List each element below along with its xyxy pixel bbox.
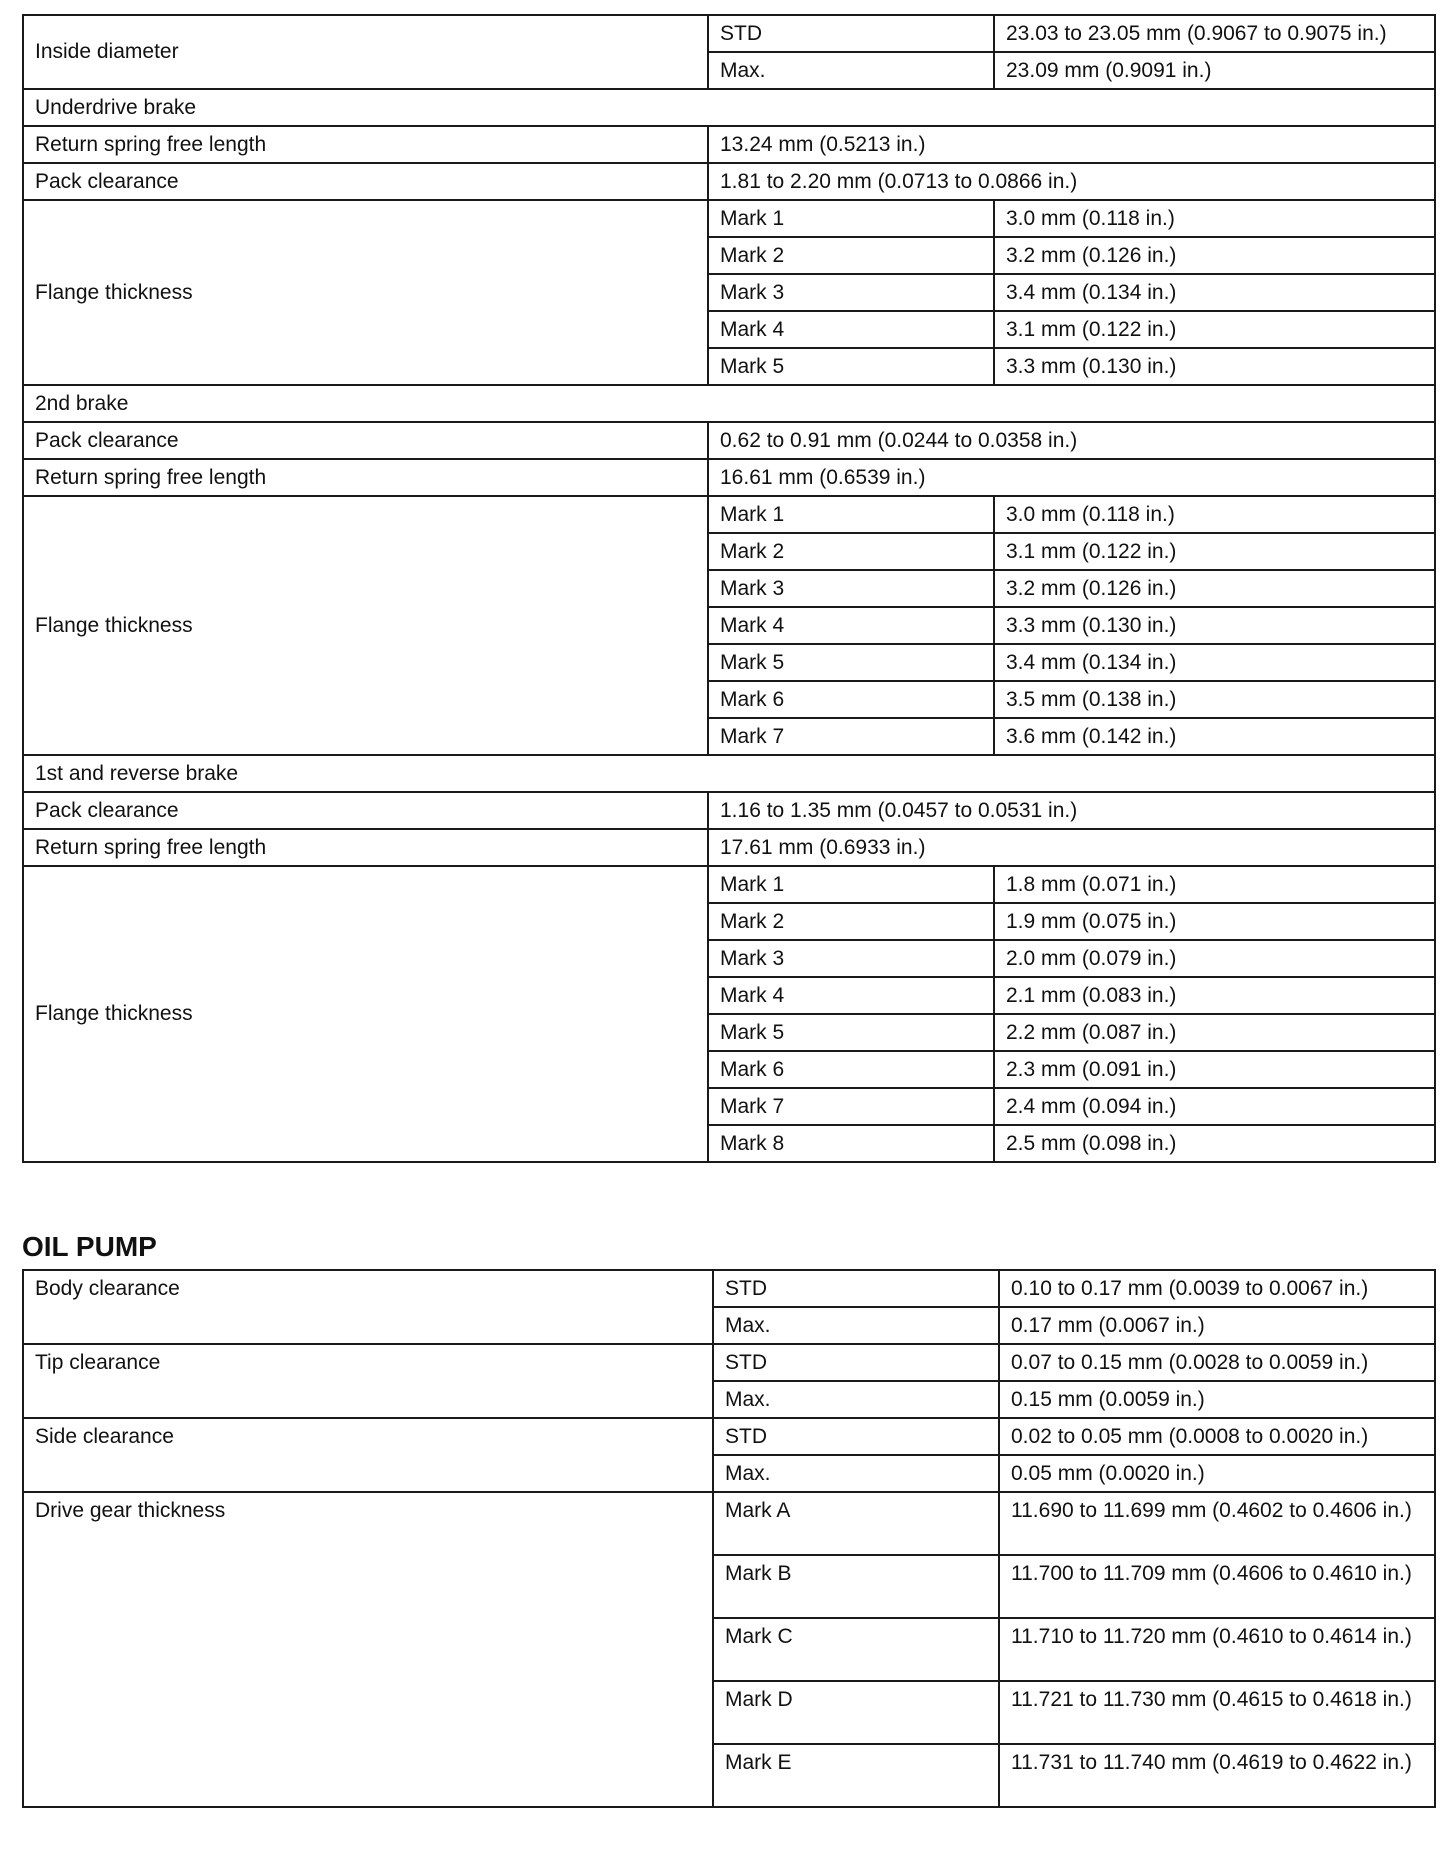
mark-label: Mark 6 <box>708 681 994 718</box>
pack-clearance-label: Pack clearance <box>23 422 708 459</box>
brake-spec-table <box>22 14 1436 1163</box>
inside-diameter-label: Inside diameter <box>23 15 708 89</box>
flange-thickness-label: Flange thickness <box>23 866 708 1162</box>
underdrive-brake-heading: Underdrive brake <box>23 89 1435 126</box>
oil-pump-title: OIL PUMP <box>22 1231 157 1262</box>
first-reverse-brake-heading: 1st and reverse brake <box>23 755 1435 792</box>
mark-label: Mark 4 <box>708 977 994 1014</box>
mark-label: Mark 4 <box>708 311 994 348</box>
section-heading-row <box>23 89 1435 126</box>
std-value: 23.03 to 23.05 mm (0.9067 to 0.9075 in.) <box>994 15 1435 52</box>
max-value: 0.17 mm (0.0067 in.) <box>999 1307 1435 1344</box>
flange-thickness-label: Flange thickness <box>23 496 708 755</box>
mark-value: 1.8 mm (0.071 in.) <box>994 866 1435 903</box>
mark-value: 11.731 to 11.740 mm (0.4619 to 0.4622 in.) <box>999 1744 1435 1807</box>
mark-label: Mark 1 <box>708 496 994 533</box>
mark-label: Mark 5 <box>708 644 994 681</box>
mark-label: Mark 4 <box>708 607 994 644</box>
pack-clearance-label: Pack clearance <box>23 163 708 200</box>
mark-label: Mark 3 <box>708 940 994 977</box>
mark-value: 2.1 mm (0.083 in.) <box>994 977 1435 1014</box>
return-spring-value: 17.61 mm (0.6933 in.) <box>708 829 1435 866</box>
table-row <box>23 422 1435 459</box>
max-label: Max. <box>713 1381 999 1418</box>
table-row <box>23 1492 1435 1555</box>
drive-gear-thickness-label: Drive gear thickness <box>23 1492 713 1807</box>
mark-value: 3.3 mm (0.130 in.) <box>994 348 1435 385</box>
mark-value: 2.2 mm (0.087 in.) <box>994 1014 1435 1051</box>
second-brake-heading: 2nd brake <box>23 385 1435 422</box>
mark-value: 3.4 mm (0.134 in.) <box>994 274 1435 311</box>
mark-label: Mark E <box>713 1744 999 1807</box>
mark-label: Mark 2 <box>708 533 994 570</box>
return-spring-value: 16.61 mm (0.6539 in.) <box>708 459 1435 496</box>
mark-value: 2.5 mm (0.098 in.) <box>994 1125 1435 1162</box>
mark-label: Mark 7 <box>708 718 994 755</box>
table-row <box>23 1270 1435 1307</box>
body-clearance-label: Body clearance <box>23 1270 713 1344</box>
table-row <box>23 1344 1435 1381</box>
std-label: STD <box>713 1418 999 1455</box>
max-value: 0.15 mm (0.0059 in.) <box>999 1381 1435 1418</box>
mark-value: 3.0 mm (0.118 in.) <box>994 496 1435 533</box>
mark-label: Mark 2 <box>708 237 994 274</box>
mark-label: Mark 3 <box>708 570 994 607</box>
table-row <box>23 866 1435 903</box>
mark-value: 2.4 mm (0.094 in.) <box>994 1088 1435 1125</box>
mark-value: 3.0 mm (0.118 in.) <box>994 200 1435 237</box>
mark-value: 3.1 mm (0.122 in.) <box>994 311 1435 348</box>
table-row <box>23 459 1435 496</box>
table-row <box>23 1418 1435 1455</box>
table-row <box>23 15 1435 52</box>
std-label: STD <box>713 1344 999 1381</box>
mark-value: 11.710 to 11.720 mm (0.4610 to 0.4614 in.) <box>999 1618 1435 1681</box>
mark-value: 3.4 mm (0.134 in.) <box>994 644 1435 681</box>
mark-value: 3.2 mm (0.126 in.) <box>994 237 1435 274</box>
mark-label: Mark B <box>713 1555 999 1618</box>
pack-clearance-value: 1.81 to 2.20 mm (0.0713 to 0.0866 in.) <box>708 163 1435 200</box>
mark-label: Mark D <box>713 1681 999 1744</box>
max-label: Max. <box>713 1455 999 1492</box>
section-heading-row <box>23 385 1435 422</box>
mark-value: 1.9 mm (0.075 in.) <box>994 903 1435 940</box>
return-spring-label: Return spring free length <box>23 459 708 496</box>
oil-pump-spec-table <box>22 1269 1436 1808</box>
side-clearance-label: Side clearance <box>23 1418 713 1492</box>
mark-label: Mark 7 <box>708 1088 994 1125</box>
mark-label: Mark 1 <box>708 200 994 237</box>
mark-value: 3.5 mm (0.138 in.) <box>994 681 1435 718</box>
mark-label: Mark C <box>713 1618 999 1681</box>
mark-label: Mark 8 <box>708 1125 994 1162</box>
table-row <box>23 200 1435 237</box>
mark-label: Mark 1 <box>708 866 994 903</box>
flange-thickness-label: Flange thickness <box>23 200 708 385</box>
table-row <box>23 496 1435 533</box>
mark-label: Mark 6 <box>708 1051 994 1088</box>
std-value: 0.10 to 0.17 mm (0.0039 to 0.0067 in.) <box>999 1270 1435 1307</box>
mark-value: 3.3 mm (0.130 in.) <box>994 607 1435 644</box>
mark-value: 11.700 to 11.709 mm (0.4606 to 0.4610 in.) <box>999 1555 1435 1618</box>
mark-label: Mark 3 <box>708 274 994 311</box>
pack-clearance-label: Pack clearance <box>23 792 708 829</box>
std-label: STD <box>708 15 994 52</box>
mark-value: 3.2 mm (0.126 in.) <box>994 570 1435 607</box>
return-spring-value: 13.24 mm (0.5213 in.) <box>708 126 1435 163</box>
mark-value: 3.1 mm (0.122 in.) <box>994 533 1435 570</box>
mark-label: Mark 5 <box>708 348 994 385</box>
mark-label: Mark 5 <box>708 1014 994 1051</box>
max-label: Max. <box>708 52 994 89</box>
tip-clearance-label: Tip clearance <box>23 1344 713 1418</box>
mark-value: 11.721 to 11.730 mm (0.4615 to 0.4618 in.) <box>999 1681 1435 1744</box>
max-label: Max. <box>713 1307 999 1344</box>
table-row <box>23 792 1435 829</box>
return-spring-label: Return spring free length <box>23 126 708 163</box>
pack-clearance-value: 0.62 to 0.91 mm (0.0244 to 0.0358 in.) <box>708 422 1435 459</box>
table-row <box>23 126 1435 163</box>
mark-label: Mark A <box>713 1492 999 1555</box>
max-value: 0.05 mm (0.0020 in.) <box>999 1455 1435 1492</box>
table-row <box>23 829 1435 866</box>
pack-clearance-value: 1.16 to 1.35 mm (0.0457 to 0.0531 in.) <box>708 792 1435 829</box>
return-spring-label: Return spring free length <box>23 829 708 866</box>
max-value: 23.09 mm (0.9091 in.) <box>994 52 1435 89</box>
table-row <box>23 163 1435 200</box>
section-heading-row <box>23 755 1435 792</box>
std-value: 0.07 to 0.15 mm (0.0028 to 0.0059 in.) <box>999 1344 1435 1381</box>
mark-value: 3.6 mm (0.142 in.) <box>994 718 1435 755</box>
std-label: STD <box>713 1270 999 1307</box>
mark-value: 2.0 mm (0.079 in.) <box>994 940 1435 977</box>
mark-value: 11.690 to 11.699 mm (0.4602 to 0.4606 in.) <box>999 1492 1435 1555</box>
mark-label: Mark 2 <box>708 903 994 940</box>
std-value: 0.02 to 0.05 mm (0.0008 to 0.0020 in.) <box>999 1418 1435 1455</box>
mark-value: 2.3 mm (0.091 in.) <box>994 1051 1435 1088</box>
